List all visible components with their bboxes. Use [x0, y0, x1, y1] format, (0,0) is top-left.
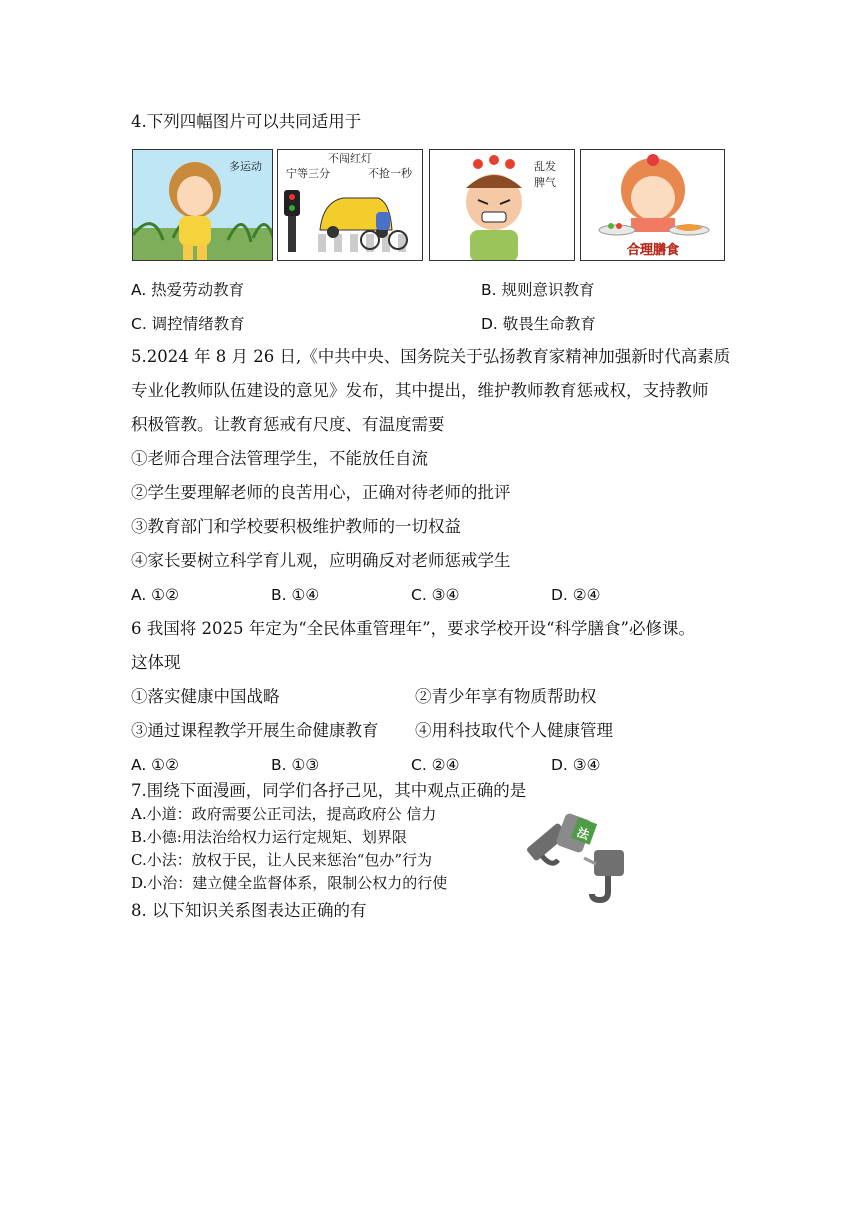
- q6-statement-3: ③通过课程教学开展生命健康教育: [131, 721, 379, 740]
- q6-statement-2: ②青少年享有物质帮助权: [415, 687, 597, 706]
- q5-option-c: C. ③④: [411, 586, 460, 604]
- q7-option-b: B.小德:用法治给权力运行定规矩、划界限: [131, 828, 407, 846]
- q5-statement-3: ③教育部门和学校要积极维护教师的一切权益: [131, 517, 461, 536]
- panel4-caption: 合理膳食: [626, 243, 680, 258]
- q6-stem-line2: 这体现: [131, 653, 181, 672]
- q5-statement-2: ②学生要理解老师的良苦用心，正确对待老师的批评: [131, 483, 511, 502]
- q4-option-b: B. 规则意识教育: [481, 281, 595, 299]
- q5-stem-line1: 5.2024 年 8 月 26 日,《中共中央、国务院关于弘扬教育家精神加强新时代高素质: [131, 347, 731, 366]
- q4-option-d: D. 敬畏生命教育: [481, 315, 596, 333]
- q6-stem-line1: 6 我国将 2025 年定为“全民体重管理年”，要求学校开设“科学膳食”必修课。: [131, 619, 695, 638]
- q6-option-d: D. ③④: [551, 756, 601, 774]
- q5-statement-1: ①老师合理合法管理学生，不能放任自流: [131, 449, 428, 468]
- q5-stem-line3: 积极管教。让教育惩戒有尺度、有温度需要: [131, 415, 445, 434]
- q6-option-a: A. ①②: [131, 756, 179, 774]
- q6-statement-4: ④用科技取代个人健康管理: [415, 721, 613, 740]
- panel3-caption-a: 乱发: [534, 160, 556, 173]
- q6-option-b: B. ①③: [271, 756, 320, 774]
- panel-temper-image: [429, 149, 575, 261]
- panel2-caption-c: 不抢一秒: [368, 167, 412, 180]
- panel-traffic-image: [277, 149, 423, 261]
- q7-option-d: D.小治：建立健全监督体系，限制公权力的行使: [131, 874, 448, 892]
- q7-option-c: C.小法：放权于民，让人民来惩治“包办”行为: [131, 851, 433, 869]
- q5-statement-4: ④家长要树立科学育儿观，应明确反对老师惩戒学生: [131, 551, 511, 570]
- panel2-caption-a: 不闯红灯: [328, 152, 372, 165]
- panel2-caption-b: 宁等三分: [286, 167, 330, 180]
- panel3-caption-b: 脾气: [534, 176, 556, 189]
- q4-option-a: A. 热爱劳动教育: [131, 281, 245, 299]
- q4-stem: 4.下列四幅图片可以共同适用于: [131, 112, 362, 131]
- q4-option-c: C. 调控情绪教育: [131, 315, 245, 333]
- panel-diet-image: [580, 149, 725, 261]
- q5-option-b: B. ①④: [271, 586, 320, 604]
- q7-cartoon-image: [520, 808, 638, 904]
- panel1-caption: 多运动: [229, 160, 262, 173]
- q7-cartoon-label: 法: [574, 825, 592, 843]
- q6-statement-1: ①落实健康中国战略: [131, 687, 280, 706]
- q5-stem-line2: 专业化教师队伍建设的意见》发布，其中提出，维护教师教育惩戒权，支持教师: [131, 381, 709, 400]
- q6-option-c: C. ②④: [411, 756, 460, 774]
- q7-option-a: A.小道：政府需要公正司法，提高政府公 信力: [131, 805, 437, 823]
- q7-stem: 7.围绕下面漫画，同学们各抒己见，其中观点正确的是: [131, 781, 527, 800]
- q5-option-d: D. ②④: [551, 586, 601, 604]
- q8-stem: 8. 以下知识关系图表达正确的有: [131, 901, 367, 920]
- panel-exercise-image: [132, 149, 273, 261]
- q5-option-a: A. ①②: [131, 586, 179, 604]
